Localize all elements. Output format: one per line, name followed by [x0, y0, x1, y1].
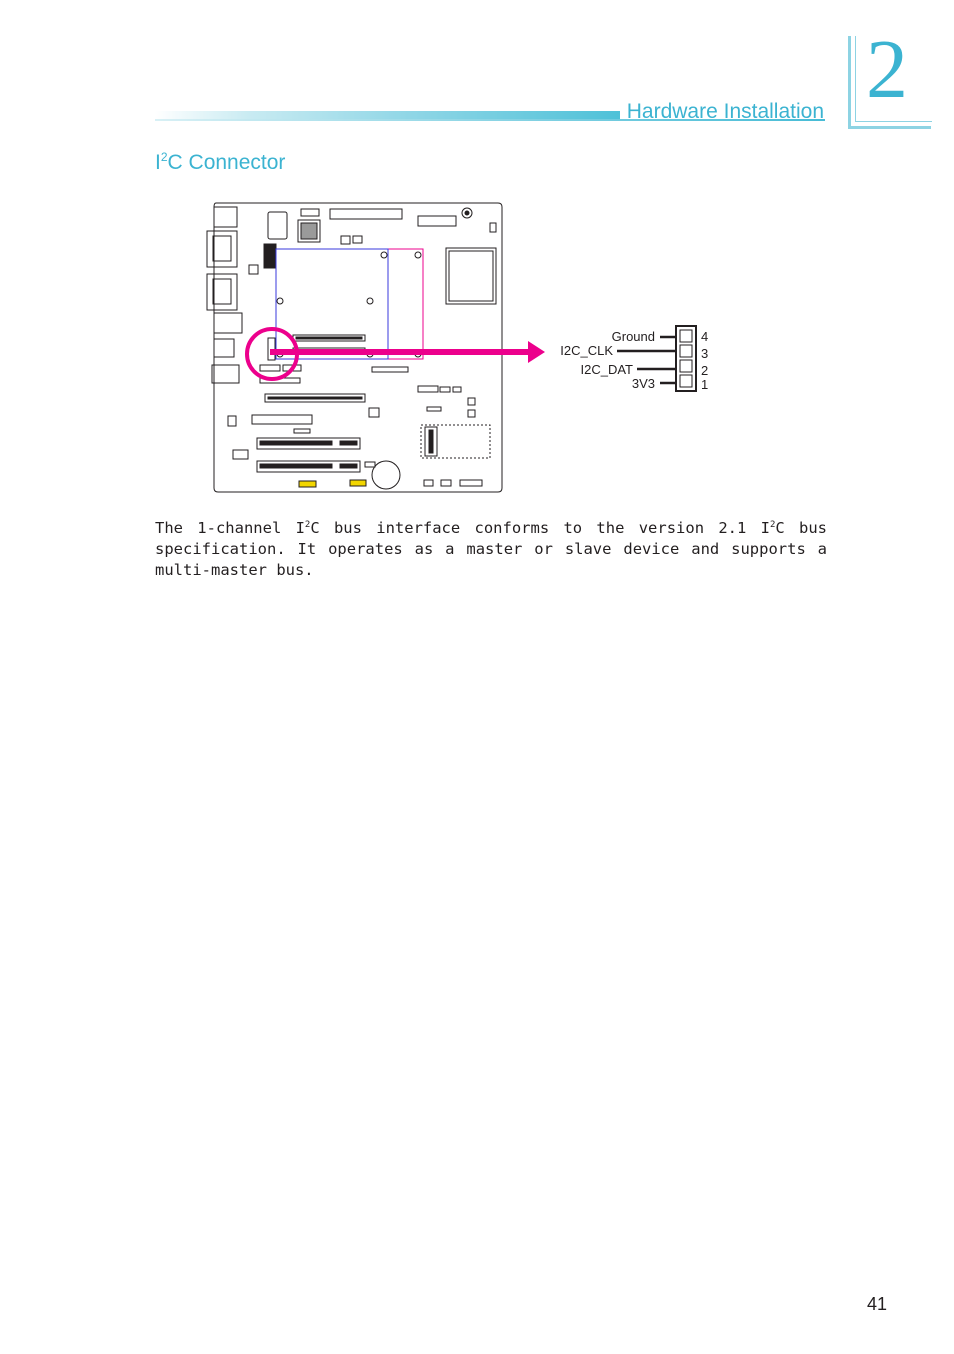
pin-3-signal: I2C_CLK [560, 343, 613, 358]
chapter-number: 2 [866, 23, 908, 116]
paragraph-part-3: C bus specification. It operates as a master or slave device and supports a multi-master bus. [155, 519, 827, 580]
heatsink-area [276, 249, 423, 359]
pin-3-number: 3 [701, 346, 709, 361]
pin-1-number: 1 [701, 377, 709, 392]
heading-rest: C Connector [167, 151, 286, 174]
paragraph-part-1: The 1-channel I [155, 519, 305, 538]
port-lan [214, 313, 242, 333]
header-top-right [418, 216, 456, 226]
pin-2-number: 2 [701, 363, 709, 378]
section-title: Hardware Installation [626, 100, 824, 123]
pin-2-signal: I2C_DAT [580, 362, 633, 377]
port-audio [212, 365, 239, 383]
port-usb [214, 339, 234, 357]
connector-detail [676, 326, 696, 391]
chip-1 [268, 212, 287, 239]
pin-1-signal: 3V3 [631, 376, 655, 391]
page-number: 41 [867, 1294, 888, 1314]
pin-4-signal: Ground [611, 329, 655, 344]
paragraph-sup-1: 2 [304, 520, 311, 530]
pin-4-number: 4 [701, 329, 709, 344]
motherboard-diagram [0, 0, 954, 560]
atx-power [330, 209, 402, 219]
pointer-arrow-head [528, 341, 545, 363]
heading-superscript: 2 [160, 150, 168, 164]
paragraph-sup-2: 2 [769, 520, 776, 530]
battery [372, 461, 400, 489]
cf-slot [446, 248, 496, 304]
heading-prefix: I [155, 151, 161, 174]
body-paragraph [155, 515, 827, 581]
pointer-arrow-line [270, 349, 532, 355]
paragraph-part-2: C bus interface conforms to the version 2.1 I [310, 519, 770, 538]
port-1 [214, 207, 237, 227]
